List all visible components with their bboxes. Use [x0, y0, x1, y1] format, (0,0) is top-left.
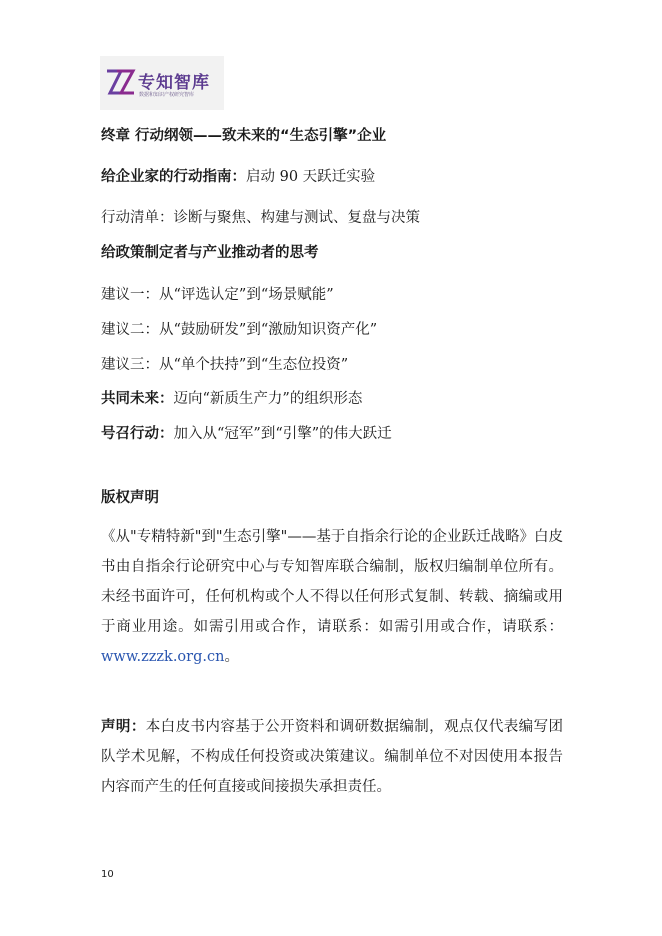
entrepreneur-guide-text: 启动 90 天跃迁实验 [246, 169, 376, 185]
policy-heading: 给政策制定者与产业推动者的思考 [101, 245, 319, 261]
action-list: 行动清单：诊断与聚焦、构建与测试、复盘与决策 [101, 210, 420, 226]
copyright-body [101, 522, 563, 672]
copyright-text: 《从"专精特新"到"生态引擎"——基于自指余行论的企业跃迁战略》白皮书由自指余行论研究中心与专知智库联合编制，版权归编制单位所有。未经书面许可，任何机构或个人不得以任何形式复制、转载、摘编或用于商业用途。如需引用或合作，请联系：如需引用或合作，请联系： [101, 529, 563, 635]
chapter-title: 终章 行动纲领——致未来的“生态引擎”企业 [101, 128, 387, 144]
future-text: 迈向“新质生产力”的组织形态 [173, 391, 363, 407]
suggestion-1: 建议一：从“评选认定”到“场景赋能” [101, 287, 334, 303]
suggestion-3: 建议三：从“单个扶持”到“生态位投资” [101, 357, 349, 373]
logo-tagline: 数据和知识产权研究智库 [139, 92, 195, 98]
entrepreneur-guide [101, 165, 375, 186]
call-line [101, 422, 392, 443]
call-label: 号召行动： [101, 426, 174, 442]
logo-name: 专知智库 [138, 73, 210, 93]
website-link[interactable]: www.zzzk.org.cn [101, 649, 225, 665]
copyright-heading: 版权声明 [101, 490, 159, 506]
copyright-end: 。 [224, 649, 239, 665]
page-number: 10 [101, 869, 114, 880]
logo [100, 56, 224, 110]
statement [101, 712, 563, 802]
future-line [101, 387, 362, 408]
zz-logo-icon [104, 66, 136, 98]
call-text: 加入从“冠军”到“引擎”的伟大跃迁 [173, 426, 392, 442]
statement-text: 本白皮书内容基于公开资料和调研数据编制，观点仅代表编写团队学术见解，不构成任何投资或决策建议。编制单位不对因使用本报告内容而产生的任何直接或间接损失承担责任。 [101, 719, 563, 795]
suggestion-2: 建议二：从“鼓励研发”到“激励知识资产化” [101, 322, 378, 338]
statement-label: 声明： [101, 719, 146, 735]
future-label: 共同未来： [101, 391, 174, 407]
entrepreneur-guide-label: 给企业家的行动指南： [101, 169, 246, 185]
